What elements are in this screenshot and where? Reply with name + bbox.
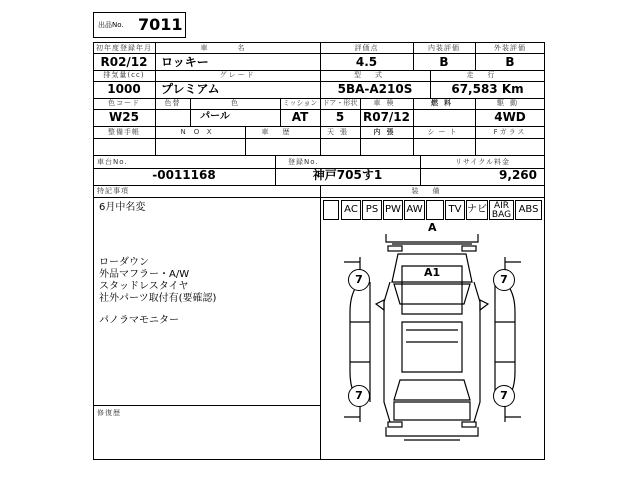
notes-label: 特記事項 (97, 187, 129, 195)
drive-label: 駆動 (497, 99, 523, 107)
model-value: 5BA-A210S (337, 82, 413, 96)
transmission-value: AT (291, 110, 309, 124)
car-damage-diagram (320, 222, 545, 460)
drive-value: 4WD (494, 110, 526, 124)
color-code-value: W25 (109, 110, 139, 124)
color-value: パール (200, 111, 230, 122)
score-value: 4.5 (355, 55, 378, 69)
doors-shape-label: ドア・形状 (322, 99, 358, 107)
recycle-value: 9,260 (499, 168, 537, 182)
equipment-ps: PS (362, 200, 382, 220)
equipment-label: 装備 (411, 187, 454, 195)
registration-value: 神戸705す1 (312, 168, 383, 182)
displacement-value: 1000 (107, 82, 141, 96)
inspection-value: R07/12 (362, 110, 411, 124)
equipment-airbag-text: AIR BAG (491, 201, 512, 220)
lot-box (93, 12, 186, 38)
damage-front-label: A (428, 221, 437, 234)
recycle-label: リサイクル料金 (454, 158, 511, 166)
car-name-value: ロッキー (161, 55, 209, 69)
equipment-blank (426, 200, 444, 220)
mileage-label: 走行 (466, 71, 509, 79)
color-code-label: 色コード (108, 99, 140, 107)
damage-mark: 7 (493, 385, 515, 407)
equipment-ac: AC (341, 200, 361, 220)
lot-label: 出品No. (98, 21, 124, 29)
color-label: 色 (231, 99, 239, 107)
interior-label: 内張 (373, 128, 400, 136)
lot-number: 7011 (138, 15, 183, 34)
grade-value: プレミアム (161, 82, 220, 96)
chassis-value: -0011168 (152, 168, 216, 182)
first-reg-label: 初年度登録年月 (96, 44, 152, 52)
history-label: 車歴 (261, 128, 304, 136)
equipment-aw: AW (404, 200, 425, 220)
model-label: 型式 (354, 71, 396, 79)
damage-mark: 7 (348, 269, 370, 291)
exterior-grade-label: 外装評価 (494, 44, 526, 52)
notes-line: スタッドレスタイヤ (99, 281, 189, 292)
notes-line: 社外パーツ取付有(要確認) (99, 293, 217, 304)
car-name-label: 車名 (200, 44, 275, 52)
maintenance-label: 整備手帳 (108, 128, 140, 136)
repair-label: 修復歴 (97, 409, 121, 417)
inspection-label: 車検 (373, 99, 400, 107)
grade-label: グレード (219, 71, 256, 79)
seat-label: シート (427, 128, 461, 136)
doors-value: 5 (335, 110, 345, 124)
transmission-label: ミッション (282, 99, 318, 107)
damage-mark: 7 (348, 385, 370, 407)
glass-label: Fガラス (493, 128, 527, 136)
interior-grade-value: B (439, 55, 449, 69)
fuel-label: 燃料 (431, 99, 457, 107)
interior-grade-label: 内装評価 (428, 44, 460, 52)
equipment-blank (323, 200, 339, 220)
damage-mark: 7 (493, 269, 515, 291)
damage-roof-label: A1 (424, 266, 441, 279)
equipment-abs: ABS (515, 200, 542, 220)
exterior-grade-value: B (505, 55, 515, 69)
nox-label: NOX (180, 128, 220, 136)
equipment-airbag (489, 200, 514, 220)
registration-label: 登録No. (288, 158, 319, 166)
equipment-navi: ナビ (466, 200, 488, 220)
notes-line: 外品マフラー・A/W (99, 269, 190, 280)
score-label: 評価点 (354, 44, 379, 52)
mileage-value: 67,583 Km (451, 82, 524, 96)
notes-line: パノラマモニター (99, 315, 179, 326)
equipment-tv: TV (445, 200, 465, 220)
equipment-pw: PW (383, 200, 403, 220)
chassis-label: 車台No. (97, 158, 128, 166)
color-change-label: 色替 (164, 99, 181, 107)
notes-top: 6月中名変 (99, 202, 146, 213)
sunroof-label: 天張 (327, 128, 353, 136)
first-reg-value: R02/12 (100, 55, 148, 69)
notes-line: ローダウン (99, 257, 149, 268)
displacement-label: 排気量(cc) (103, 71, 145, 79)
